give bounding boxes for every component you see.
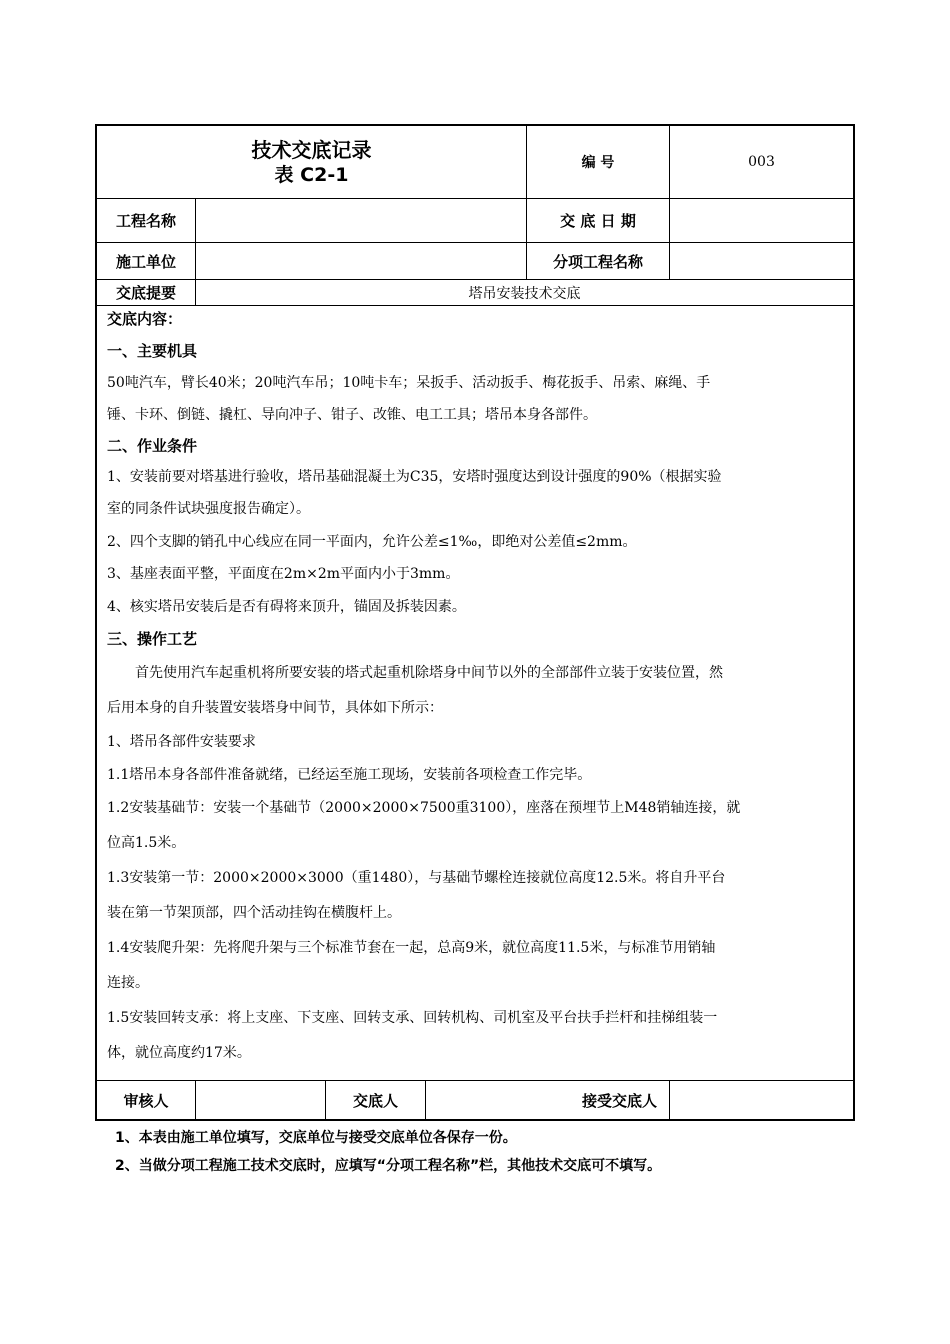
paragraph-line: 1.3安装第一节：2000×2000×3000（重1480），与基础节螺栓连接就位高度12.5米。将自升平台 bbox=[107, 870, 726, 886]
paragraph-line: 连接。 bbox=[107, 975, 149, 991]
form-subtitle: 表 C2-1 bbox=[274, 164, 349, 186]
project-name-field[interactable] bbox=[196, 199, 526, 242]
paragraph-line: 1、安装前要对塔基进行验收，塔吊基础混凝土为C35，安塔时强度达到设计强度的90%（根据实验 bbox=[107, 468, 722, 485]
paragraph-line: 1.2安装基础节：安装一个基础节（2000×2000×7500重3100），座落在预埋节上M48销轴连接，就 bbox=[107, 800, 741, 816]
paragraph-line: 锤、卡环、倒链、撬杠、导向冲子、钳子、改锥、电工工具；塔吊本身各部件。 bbox=[107, 406, 597, 423]
content-heading: 交底内容： bbox=[107, 310, 183, 328]
construction-unit-field[interactable] bbox=[196, 243, 526, 279]
receiver-field[interactable] bbox=[670, 1081, 853, 1120]
section-2-title: 二、作业条件 bbox=[107, 436, 198, 455]
paragraph-line: 位高1.5米。 bbox=[107, 835, 186, 851]
sub-project-label: 分项工程名称 bbox=[552, 252, 643, 271]
paragraph-line: 1.4安装爬升架：先将爬升架与三个标准节套在一起，总高9米，就位高度11.5米，与标准节用销轴 bbox=[107, 940, 716, 956]
briefing-content bbox=[107, 310, 849, 1071]
paragraph-line: 3、基座表面平整，平面度在2m×2m平面内小于3mm。 bbox=[107, 566, 460, 582]
number-label: 编 号 bbox=[581, 155, 615, 171]
reviewer-field[interactable] bbox=[196, 1081, 325, 1120]
paragraph-line: 1.5安装回转支承：将上支座、下支座、回转支承、回转机构、司机室及平台扶手拦杆和挂梯组装一 bbox=[107, 1010, 718, 1026]
paragraph-line: 50吨汽车，臂长40米；20吨汽车吊；10吨卡车；呆扳手、活动扳手、梅花扳手、吊索、麻绳、手 bbox=[107, 375, 711, 391]
form-title: 技术交底记录 bbox=[251, 138, 372, 162]
paragraph-line: 2、四个支脚的销孔中心线应在同一平面内，允许公差≤1‰，即绝对公差值≤2mm。 bbox=[107, 533, 637, 550]
reviewer-label: 审核人 bbox=[123, 1092, 169, 1110]
number-value[interactable]: 003 bbox=[748, 154, 775, 170]
paragraph-line: 首先使用汽车起重机将所要安装的塔式起重机除塔身中间节以外的全部部件立装于安装位置，然 bbox=[135, 665, 723, 681]
construction-unit-label: 施工单位 bbox=[115, 252, 176, 271]
briefing-date-field[interactable] bbox=[670, 199, 853, 242]
presenter-label: 交底人 bbox=[352, 1092, 398, 1110]
technical-briefing-form bbox=[95, 124, 855, 1121]
paragraph-line: 体，就位高度约17米。 bbox=[107, 1045, 251, 1061]
form-notes bbox=[115, 1124, 661, 1180]
paragraph-line: 1.1塔吊本身各部件准备就绪，已经运至施工现场，安装前各项检查工作完毕。 bbox=[107, 766, 592, 783]
paragraph-line: 4、核实塔吊安装后是否有碍将来顶升，锚固及拆装因素。 bbox=[107, 598, 466, 615]
paragraph-line: 装在第一节架顶部，四个活动挂钩在横腹杆上。 bbox=[107, 905, 401, 921]
form-title-cell bbox=[97, 126, 526, 198]
receiver-label: 接受交底人 bbox=[581, 1092, 657, 1110]
project-name-label: 工程名称 bbox=[115, 212, 176, 230]
summary-value[interactable]: 塔吊安装技术交底 bbox=[468, 285, 581, 302]
note-1: 1、本表由施工单位填写，交底单位与接受交底单位各保存一份。 bbox=[115, 1130, 517, 1146]
note-2: 2、当做分项工程施工技术交底时，应填写“分项工程名称”栏，其他技术交底可不填写。 bbox=[115, 1158, 662, 1174]
section-1-title: 一、主要机具 bbox=[107, 342, 198, 360]
sub-project-field[interactable] bbox=[670, 243, 853, 279]
summary-label: 交底提要 bbox=[115, 284, 176, 302]
row-divider bbox=[97, 305, 853, 306]
briefing-date-label: 交 底 日 期 bbox=[560, 212, 636, 230]
paragraph-line: 后用本身的自升装置安装塔身中间节，具体如下所示： bbox=[107, 700, 443, 716]
paragraph-line: 室的同条件试块强度报告确定）。 bbox=[107, 501, 310, 517]
section-3-title: 三、操作工艺 bbox=[107, 630, 198, 648]
paragraph-line: 1、塔吊各部件安装要求 bbox=[107, 734, 256, 750]
